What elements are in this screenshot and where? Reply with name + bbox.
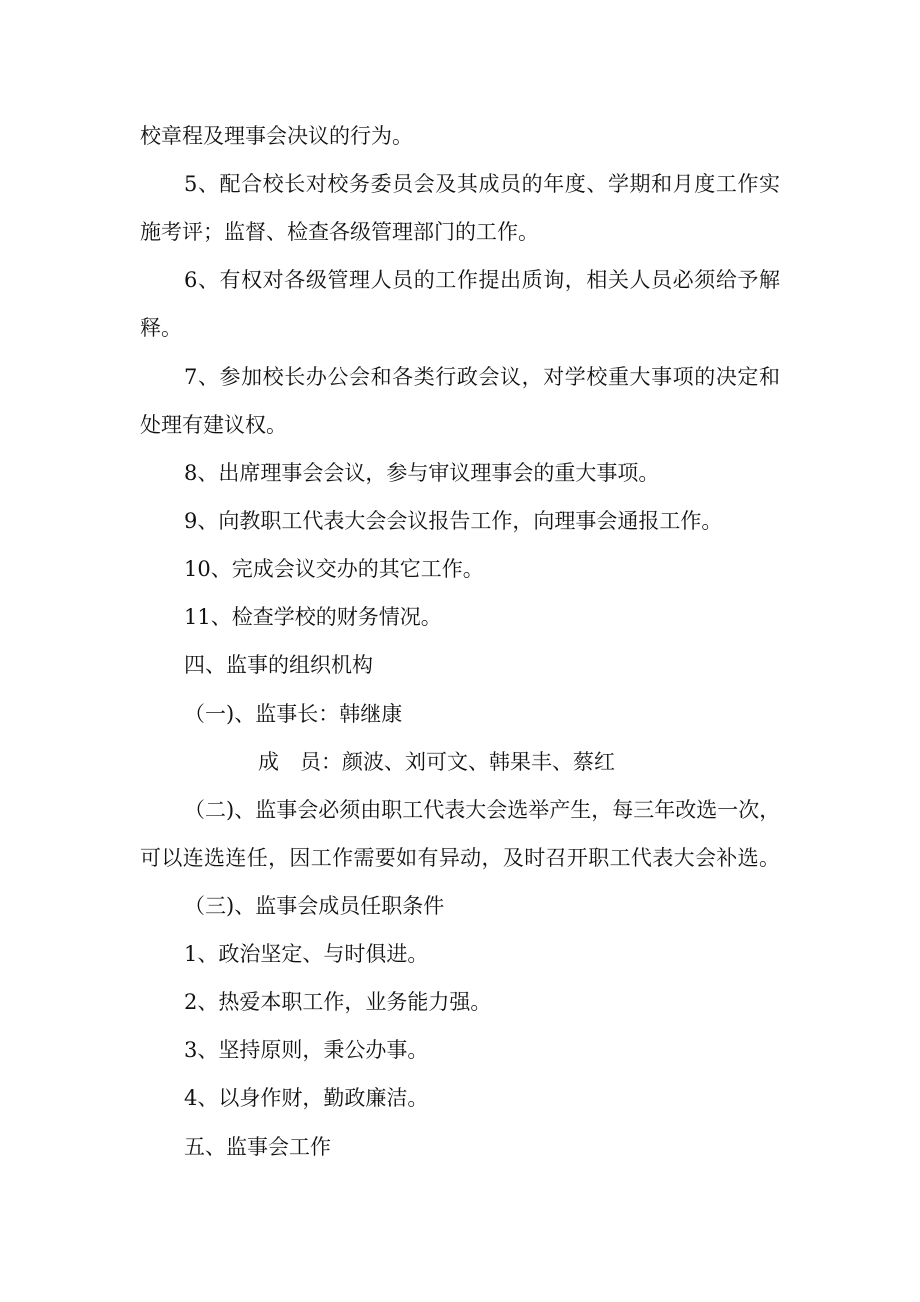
text-line: 5、配合校长对校务委员会及其成员的年度、学期和月度工作实 <box>184 172 780 196</box>
text-line: 11、检查学校的财务情况。 <box>184 605 442 629</box>
text-line: 释。 <box>140 316 182 340</box>
text-line: 2、热爱本职工作，业务能力强。 <box>184 990 492 1014</box>
text-line: 6、有权对各级管理人员的工作提出质询，相关人员必须给予解 <box>184 268 780 292</box>
text-line: 8、出席理事会会议，参与审议理事会的重大事项。 <box>184 461 660 485</box>
text-line: 1、政治坚定、与时俱进。 <box>184 942 429 966</box>
text-line: 校章程及理事会决议的行为。 <box>140 124 413 148</box>
text-line: 10、完成会议交办的其它工作。 <box>184 557 484 581</box>
text-line: 成 员：颜波、刘可文、韩果丰、蔡红 <box>258 750 615 774</box>
text-line: 施考评；监督、检查各级管理部门的工作。 <box>140 220 539 244</box>
section-heading: 四、监事的组织机构 <box>184 653 373 677</box>
text-line: 3、坚持原则，秉公办事。 <box>184 1038 429 1062</box>
text-line: 4、以身作财，勤政廉洁。 <box>184 1086 429 1110</box>
text-line: （二)、监事会必须由职工代表大会选举产生，每三年改选一次， <box>184 798 781 822</box>
text-line: 9、向教职工代表大会会议报告工作，向理事会通报工作。 <box>184 509 723 533</box>
text-line: （一)、监事长：韩继康 <box>184 702 403 726</box>
text-line: 7、参加校长办公会和各类行政会议，对学校重大事项的决定和 <box>184 365 780 389</box>
text-line: 可以连选连任，因工作需要如有异动，及时召开职工代表大会补选。 <box>140 846 780 870</box>
text-line: 处理有建议权。 <box>140 413 287 437</box>
section-heading: 五、监事会工作 <box>184 1135 331 1159</box>
text-line: （三)、监事会成员任职条件 <box>184 894 445 918</box>
